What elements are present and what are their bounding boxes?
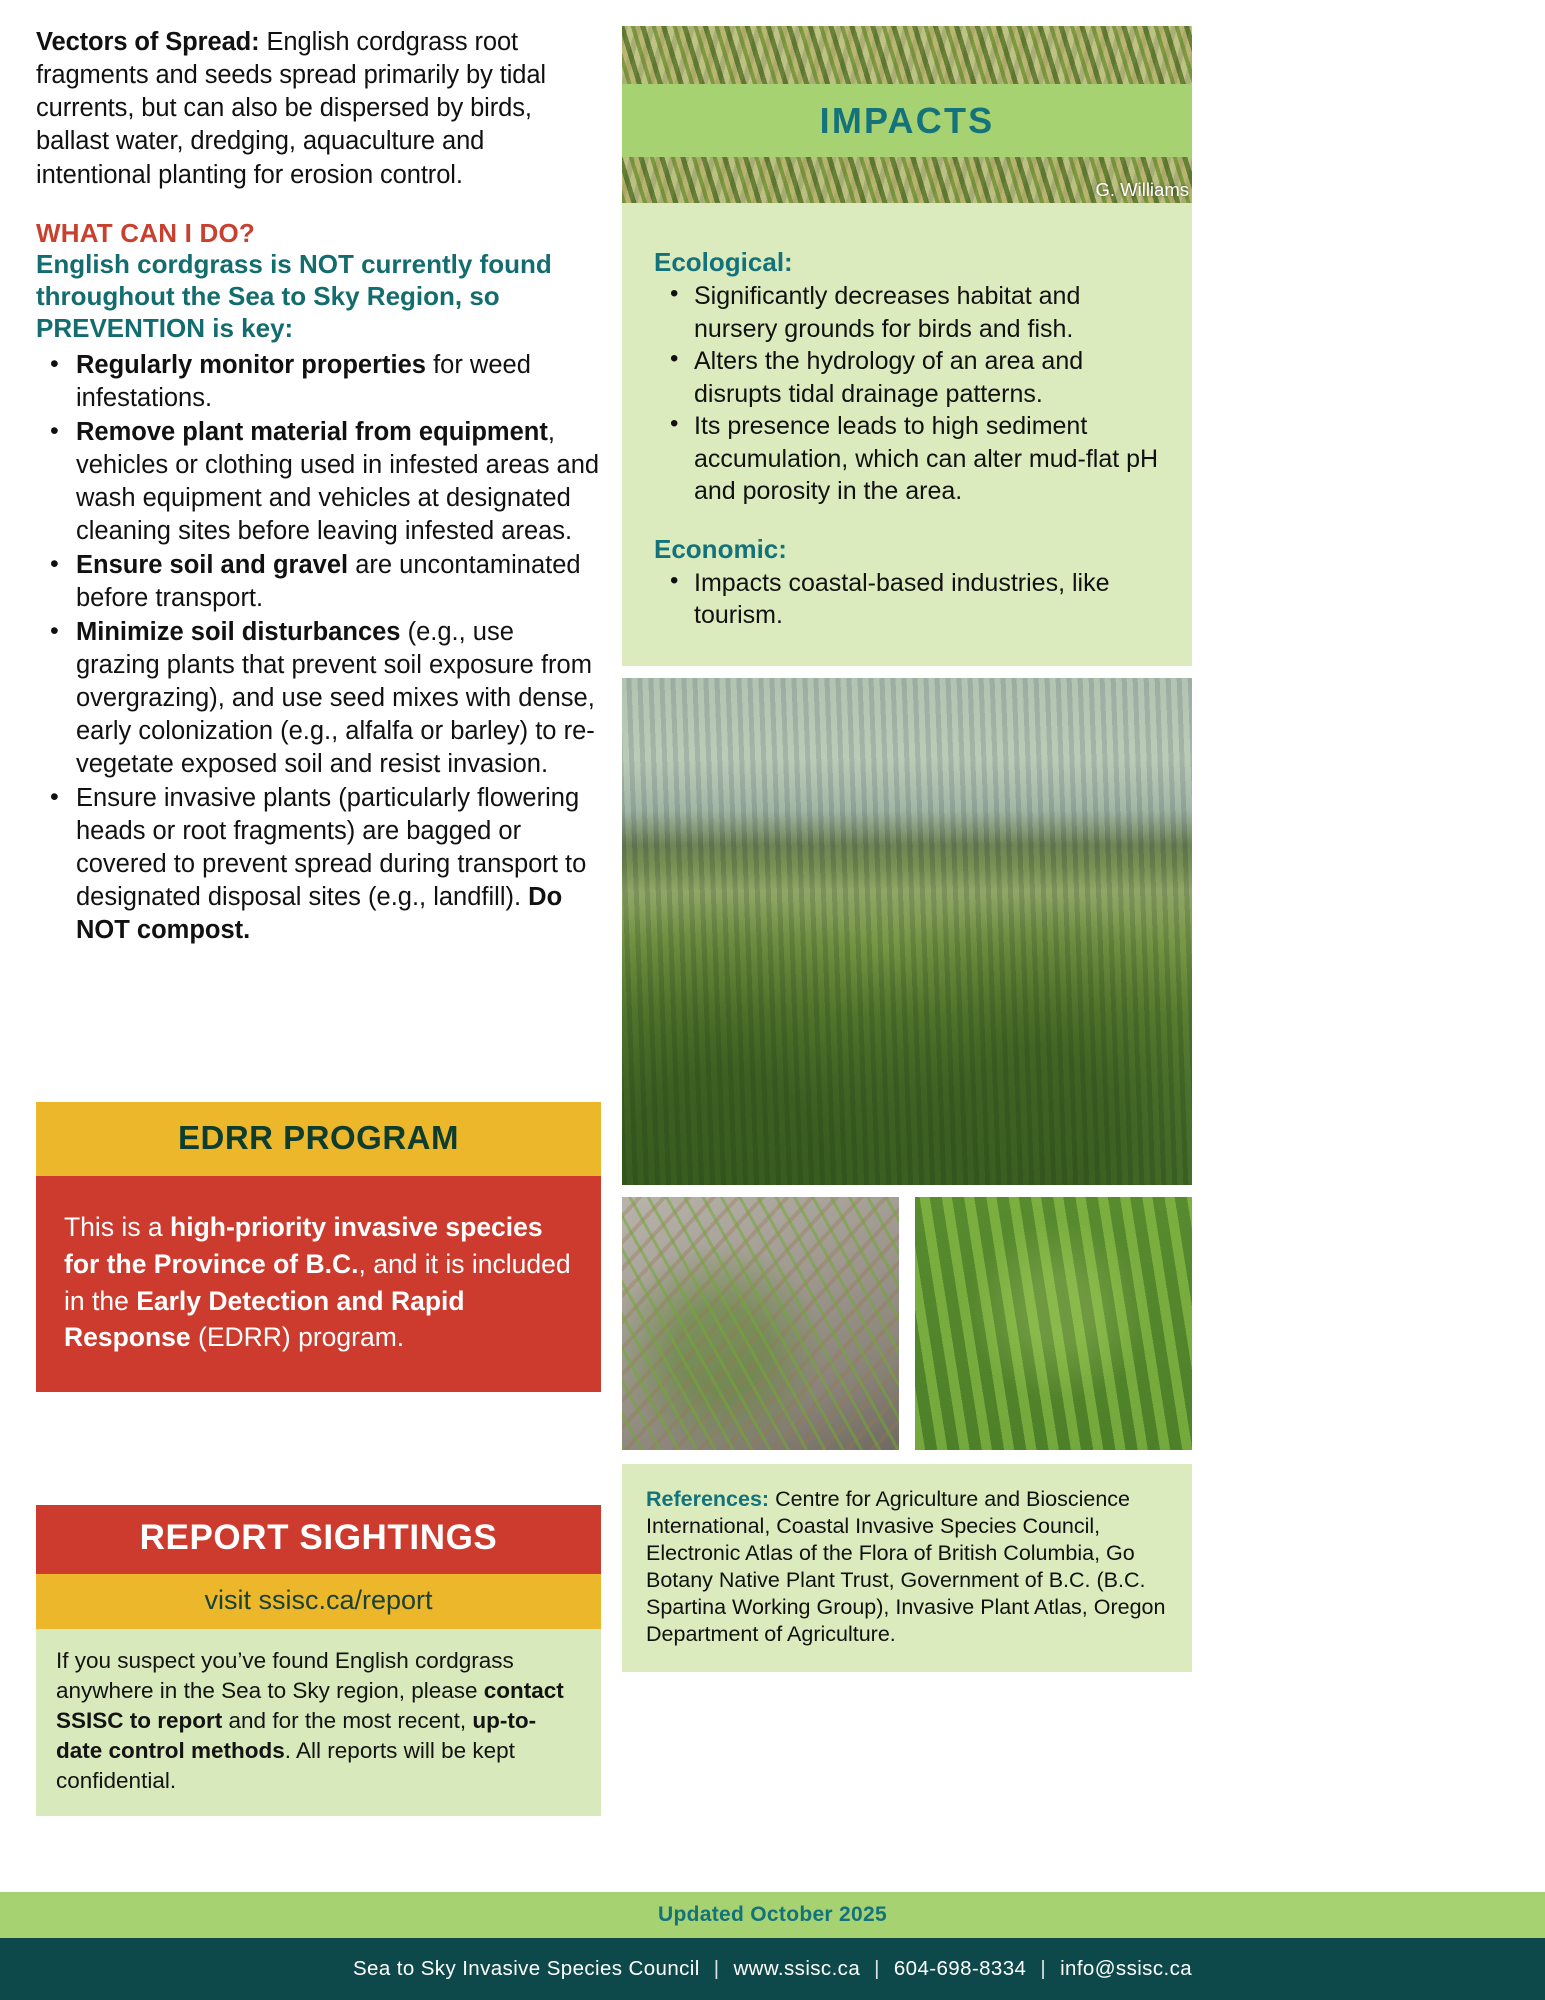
bullet-bold-lead: Minimize soil disturbances <box>76 617 401 646</box>
references-label: References: <box>646 1486 770 1511</box>
report-sightings-title: REPORT SIGHTINGS <box>36 1505 601 1574</box>
vectors-of-spread-text: English cordgrass root fragments and seeds spread primarily by tidal currents, but can also be dispersed by birds, ballast water, dredging, aquaculture and intentional planting for erosion control. <box>36 28 546 189</box>
contact-footer <box>0 1938 1545 2000</box>
edrr-text-bold-2: Early Detection and Rapid Response <box>64 1285 465 1353</box>
edrr-program-block <box>36 1102 601 1392</box>
edrr-text-bold-1: high-priority invasive species for the Province of B.C. <box>64 1212 543 1279</box>
report-text-3: . All reports will be kept confidential. <box>56 1737 515 1793</box>
what-can-i-do-heading: WHAT CAN I DO? <box>36 217 255 248</box>
impacts-banner-label: IMPACTS <box>819 99 995 141</box>
ecological-bullet-list <box>654 280 1164 508</box>
bullet-bold-lead: Remove plant material from equipment <box>76 417 548 446</box>
left-column <box>36 26 601 948</box>
footer-phone[interactable]: 604-698-8334 <box>893 1957 1027 1980</box>
right-column <box>622 26 1192 1672</box>
list-item <box>36 416 601 548</box>
photo-row <box>622 1197 1192 1450</box>
footer-separator: | <box>1040 1957 1047 1980</box>
bullet-bold-lead: Ensure soil and gravel <box>76 550 349 579</box>
footer-website[interactable]: www.ssisc.ca <box>733 1957 861 1980</box>
list-item: • Significantly decreases habitat and nursery grounds for birds and fish. <box>654 280 1164 345</box>
updated-bar <box>0 1892 1545 1938</box>
list-item: • Alters the hydrology of an area and disrupts tidal drainage patterns. <box>654 345 1164 410</box>
list-item <box>36 782 601 947</box>
footer-separator: | <box>713 1957 720 1980</box>
footer-separator: | <box>874 1957 880 1980</box>
footer-email[interactable]: info@ssisc.ca <box>1060 1957 1193 1980</box>
report-text-bold-1: contact SSISC to report <box>56 1677 564 1733</box>
references-block <box>622 1464 1192 1672</box>
bullet-body: for weed infestations. <box>76 350 531 412</box>
references-text: Centre for Agriculture and Bioscience International, Coastal Invasive Species Council, Electronic Atlas of the Flora of British Columbia, Go Botany Native Plant Trust, Government of B.C. (B.C. Spartina Working Group), Invasive Plant Atlas, Oregon Department of Agriculture. <box>646 1486 1166 1646</box>
impacts-banner <box>622 84 1192 157</box>
bullet-bold-lead: Regularly monitor properties <box>76 350 426 379</box>
edrr-text-3: (EDRR) program. <box>190 1322 405 1353</box>
report-instructions <box>36 1629 601 1816</box>
salt-marsh-landscape-photo <box>622 678 1192 1185</box>
bullet-bold-tail: Do NOT compost. <box>76 882 563 944</box>
bullet-body: Ensure invasive plants (particularly flowering heads or root fragments) are bagged or covered to prevent spread during transport to designated disposal sites (e.g., landfill). <box>76 783 587 911</box>
ecological-label: Ecological: <box>654 247 793 277</box>
report-text-bold-2: up-to-date control methods <box>56 1707 537 1763</box>
economic-label: Economic: <box>654 533 787 564</box>
impacts-hero <box>622 26 1192 203</box>
footer-org-name: Sea to Sky Invasive Species Council <box>352 1957 700 1980</box>
list-item <box>36 549 601 615</box>
footer-content <box>353 1957 1192 1981</box>
report-sightings-block <box>36 1505 601 1816</box>
report-url-link[interactable]: visit ssisc.ca/report <box>36 1574 601 1629</box>
edrr-text-1: This is a <box>64 1212 171 1242</box>
updated-date: Updated October 2025 <box>658 1903 887 1926</box>
list-item: • Impacts coastal-based industries, like tourism. <box>654 567 1164 632</box>
edrr-program-body <box>36 1176 601 1392</box>
bullet-body: (e.g., use grazing plants that prevent soil exposure from overgrazing), and use seed mixes with dense, early colonization (e.g., alfalfa or barley) to re-vegetate exposed soil and resist invasion. <box>76 617 595 778</box>
photo-credit: G. Williams <box>1095 179 1189 200</box>
impacts-panel <box>622 203 1192 666</box>
list-item <box>36 616 601 781</box>
list-item <box>36 349 601 415</box>
prevention-bullet-list <box>36 349 601 947</box>
bullet-body: , vehicles or clothing used in infested areas and wash equipment and vehicles at designated cleaning sites before leaving infested areas. <box>76 417 600 545</box>
list-item: • Its presence leads to high sediment accumulation, which can alter mud-flat pH and porosity in the area. <box>654 410 1164 508</box>
report-text-2: and for the most recent, <box>222 1707 473 1733</box>
report-text-1: If you suspect you’ve found English cordgrass anywhere in the Sea to Sky region, please <box>56 1648 514 1703</box>
vectors-of-spread-label: Vectors of Spread: <box>36 28 260 56</box>
bullet-body: are uncontaminated before transport. <box>76 550 581 612</box>
economic-bullet-list <box>654 567 1164 632</box>
cordgrass-shoot-closeup-photo <box>915 1197 1192 1450</box>
edrr-text-2: , and it is included in the <box>64 1248 571 1316</box>
cordgrass-roots-photo <box>622 1197 899 1450</box>
prevention-subheading: English cordgrass is NOT currently found throughout the Sea to Sky Region, so PREVENTION is key: <box>36 249 552 343</box>
edrr-program-title: EDRR PROGRAM <box>36 1102 601 1176</box>
vectors-of-spread-paragraph <box>36 26 601 192</box>
